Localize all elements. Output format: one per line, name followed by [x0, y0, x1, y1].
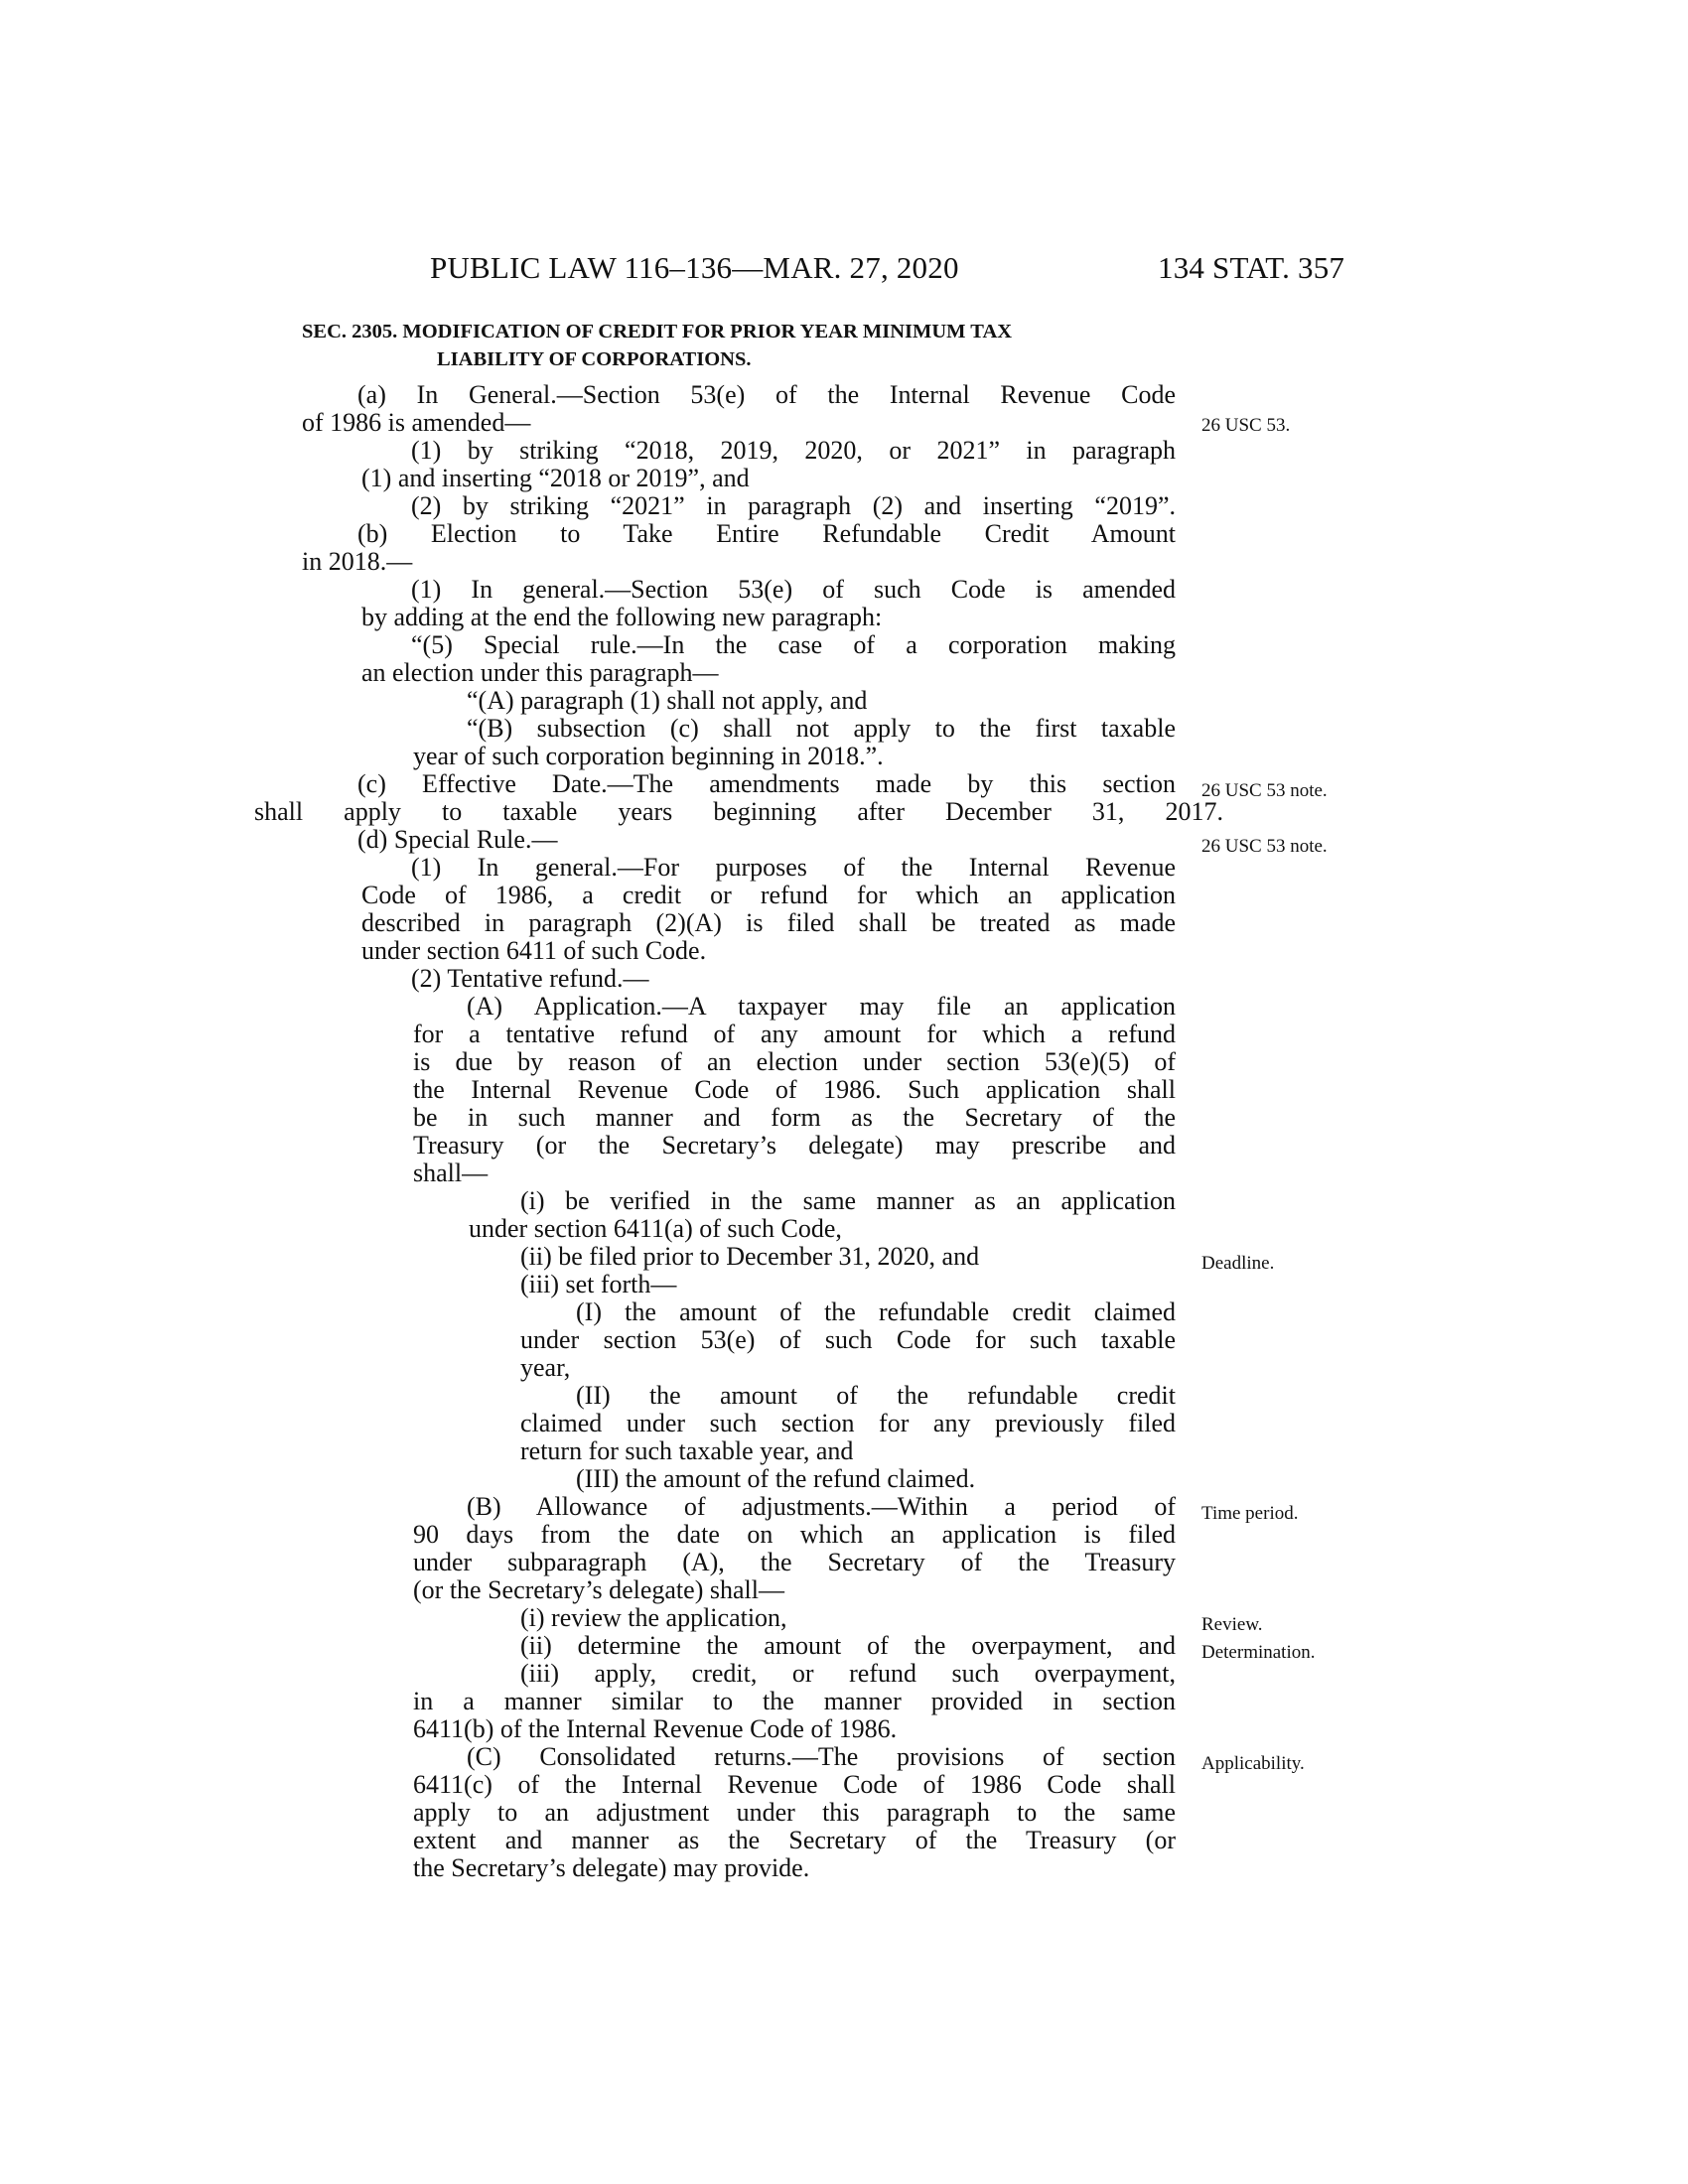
margin-note-determination: Determination. — [1201, 1642, 1316, 1663]
body-line: (1) In general.—For purposes of the Internal Revenue — [411, 853, 1176, 882]
body-line: 90 days from the date on which an application is filed — [413, 1520, 1176, 1549]
body-line: (2) Tentative refund.— — [411, 964, 649, 993]
body-line: “(A) paragraph (1) shall not apply, and — [467, 686, 868, 715]
body-text — [254, 380, 1223, 1882]
margin-note-citation: 26 USC 53 note. — [1201, 780, 1328, 801]
body-line: is due by reason of an election under section 53(e)(5) of — [413, 1047, 1176, 1076]
body-line: under section 6411(a) of such Code, — [469, 1214, 842, 1243]
body-line: (ii) determine the amount of the overpayment, and — [520, 1631, 1176, 1660]
body-line: (i) review the application, — [520, 1603, 787, 1632]
body-line: under section 53(e) of such Code for such taxable — [520, 1325, 1176, 1354]
body-line: the Internal Revenue Code of 1986. Such application shall — [413, 1075, 1176, 1104]
body-line: in 2018.— — [302, 547, 413, 576]
body-line: under section 6411 of such Code. — [361, 936, 707, 965]
body-line: described in paragraph (2)(A) is filed shall be treated as made — [361, 908, 1176, 937]
body-line: (iii) apply, credit, or refund such overpayment, — [520, 1659, 1176, 1688]
body-line: “(5) Special rule.—In the case of a corporation making — [411, 630, 1176, 659]
body-line: 6411(b) of the Internal Revenue Code of 1986. — [413, 1714, 898, 1743]
body-line: claimed under such section for any previously filed — [520, 1409, 1176, 1437]
body-line: (a) In General.—Section 53(e) of the Internal Revenue Code — [357, 380, 1176, 409]
running-header-left: PUBLIC LAW 116–136—MAR. 27, 2020 — [430, 250, 959, 285]
margin-note-review: Review. — [1201, 1614, 1263, 1635]
body-line: shall apply to taxable years beginning after December 31, 2017. — [254, 797, 1223, 826]
body-line: (i) be verified in the same manner as an application — [520, 1186, 1176, 1215]
body-line: be in such manner and form as the Secretary of the — [413, 1103, 1176, 1132]
body-line: year of such corporation beginning in 2018.”. — [413, 742, 884, 770]
margin-note-deadline: Deadline. — [1201, 1253, 1275, 1274]
body-line: shall— — [413, 1159, 489, 1187]
body-line: (A) Application.—A taxpayer may file an application — [467, 992, 1176, 1021]
section-heading-line-1: SEC. 2305. MODIFICATION OF CREDIT FOR PRIOR YEAR MINIMUM TAX — [302, 321, 1013, 342]
body-line: Treasury (or the Secretary’s delegate) may prescribe and — [413, 1131, 1176, 1160]
body-line: (II) the amount of the refundable credit — [576, 1381, 1176, 1410]
body-line: (1) and inserting “2018 or 2019”, and — [361, 464, 750, 492]
body-line: extent and manner as the Secretary of the Treasury (or — [413, 1826, 1176, 1854]
body-line: (ii) be filed prior to December 31, 2020, and — [520, 1242, 980, 1271]
body-line: (C) Consolidated returns.—The provisions of section — [467, 1742, 1176, 1771]
margin-note-time-period: Time period. — [1201, 1503, 1299, 1524]
body-line: (B) Allowance of adjustments.—Within a period of — [467, 1492, 1176, 1521]
body-line: (d) Special Rule.— — [357, 825, 558, 854]
body-line: year, — [520, 1353, 571, 1382]
section-heading-line-2: LIABILITY OF CORPORATIONS. — [437, 348, 752, 370]
body-line: (iii) set forth— — [520, 1270, 677, 1298]
margin-note-citation: 26 USC 53. — [1201, 415, 1291, 436]
page-number: 134 STAT. 357 — [1158, 250, 1345, 285]
body-line: an election under this paragraph— — [361, 658, 719, 687]
body-line: (or the Secretary’s delegate) shall— — [413, 1575, 784, 1604]
body-line: (b) Election to Take Entire Refundable Credit Amount — [357, 519, 1176, 548]
body-line: (c) Effective Date.—The amendments made by this section — [357, 769, 1176, 798]
body-line: the Secretary’s delegate) may provide. — [413, 1853, 810, 1882]
body-line: for a tentative refund of any amount for which a refund — [413, 1020, 1176, 1048]
body-line: by adding at the end the following new paragraph: — [361, 603, 883, 631]
margin-note-citation: 26 USC 53 note. — [1201, 836, 1328, 857]
body-line: “(B) subsection (c) shall not apply to the first taxable — [467, 714, 1176, 743]
section-heading — [302, 318, 1176, 373]
body-line: (III) the amount of the refund claimed. — [576, 1464, 976, 1493]
body-line: (2) by striking “2021” in paragraph (2) and inserting “2019”. — [411, 491, 1176, 520]
body-line: of 1986 is amended— — [302, 408, 531, 437]
body-line: (1) In general.—Section 53(e) of such Code is amended — [411, 575, 1176, 604]
body-line: 6411(c) of the Internal Revenue Code of 1986 Code shall — [413, 1770, 1176, 1799]
body-line: (1) by striking “2018, 2019, 2020, or 2021” in paragraph — [411, 436, 1176, 465]
body-line: Code of 1986, a credit or refund for which an application — [361, 881, 1176, 909]
body-line: return for such taxable year, and — [520, 1436, 854, 1465]
body-line: apply to an adjustment under this paragraph to the same — [413, 1798, 1176, 1827]
body-line: (I) the amount of the refundable credit claimed — [576, 1297, 1176, 1326]
margin-note-applicability: Applicability. — [1201, 1753, 1305, 1774]
body-line: in a manner similar to the manner provided in section — [413, 1687, 1176, 1715]
body-line: under subparagraph (A), the Secretary of the Treasury — [413, 1548, 1176, 1576]
